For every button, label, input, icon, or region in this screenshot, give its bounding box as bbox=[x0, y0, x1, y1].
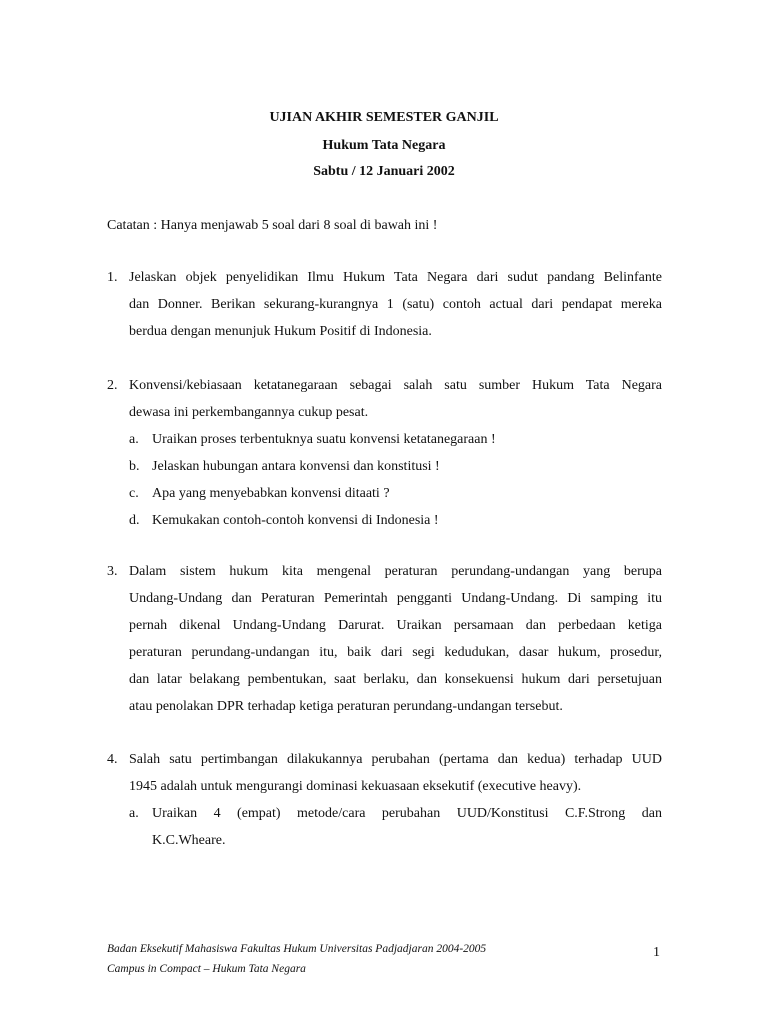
question-text-line: peraturan perundang-undangan itu, baik dari segi kedudukan, dasar hukum, prosedur, bbox=[129, 645, 662, 660]
question-4 bbox=[107, 746, 662, 854]
question-text-line: berdua dengan menunjuk Hukum Positif di Indonesia. bbox=[129, 324, 432, 339]
sub-question-letter: b. bbox=[129, 459, 140, 474]
question-text-line: atau penolakan DPR terhadap ketiga peraturan perundang-undangan tersebut. bbox=[129, 699, 563, 714]
question-number: 1. bbox=[107, 270, 118, 285]
question-text-line: dewasa ini perkembangannya cukup pesat. bbox=[129, 405, 369, 420]
question-number: 4. bbox=[107, 752, 118, 767]
question-text-line: Konvensi/kebiasaan ketatanegaraan sebagai salah satu sumber Hukum Tata Negara bbox=[129, 378, 662, 393]
exam-subject: Hukum Tata Negara bbox=[322, 138, 446, 153]
sub-question-c bbox=[129, 480, 662, 507]
sub-question-letter: a. bbox=[129, 432, 139, 447]
question-text-line: Undang-Undang dan Peraturan Pemerintah pengganti Undang-Undang. Di samping itu bbox=[129, 591, 662, 606]
exam-note: Catatan : Hanya menjawab 5 soal dari 8 soal di bawah ini ! bbox=[107, 218, 438, 233]
question-1 bbox=[107, 264, 662, 345]
sub-question-text: Apa yang menyebabkan konvensi ditaati ? bbox=[152, 486, 390, 501]
sub-question-text: Uraikan proses terbentuknya suatu konvensi ketatanegaraan ! bbox=[152, 432, 496, 447]
question-text-line: dan latar belakang pembentukan, saat berlaku, dan konsekuensi hukum dari persetujuan bbox=[129, 672, 662, 687]
question-text-line: Salah satu pertimbangan dilakukannya perubahan (pertama dan kedua) terhadap UUD bbox=[129, 752, 662, 767]
sub-question-text: Kemukakan contoh-contoh konvensi di Indonesia ! bbox=[152, 513, 439, 528]
question-text-line: dan Donner. Berikan sekurang-kurangnya 1 (satu) contoh actual dari pendapat mereka bbox=[129, 297, 662, 312]
footer-publication: Campus in Compact – Hukum Tata Negara bbox=[107, 963, 306, 975]
question-text-line: Jelaskan objek penyelidikan Ilmu Hukum Tata Negara dari sudut pandang Belinfante bbox=[129, 270, 662, 285]
sub-question-d bbox=[129, 507, 662, 534]
sub-question-letter: d. bbox=[129, 513, 140, 528]
question-text-line: pernah dikenal Undang-Undang Darurat. Uraikan persamaan dan perbedaan ketiga bbox=[129, 618, 662, 633]
exam-title: UJIAN AKHIR SEMESTER GANJIL bbox=[269, 110, 499, 125]
sub-question-letter: c. bbox=[129, 486, 139, 501]
sub-question-b bbox=[129, 453, 662, 480]
question-3 bbox=[107, 558, 662, 720]
sub-question-a bbox=[129, 800, 662, 854]
sub-question-text: Jelaskan hubungan antara konvensi dan konstitusi ! bbox=[152, 459, 440, 474]
sub-question-text-line: K.C.Wheare. bbox=[152, 833, 226, 848]
sub-question-letter: a. bbox=[129, 806, 139, 821]
sub-question-text-line: Uraikan 4 (empat) metode/cara perubahan UUD/Konstitusi C.F.Strong dan bbox=[152, 806, 662, 821]
sub-question-a bbox=[129, 426, 662, 453]
question-2 bbox=[107, 372, 662, 534]
page-number: 1 bbox=[653, 945, 660, 960]
question-number: 3. bbox=[107, 564, 118, 579]
exam-date: Sabtu / 12 Januari 2002 bbox=[313, 164, 455, 179]
footer-organization: Badan Eksekutif Mahasiswa Fakultas Hukum Universitas Padjadjaran 2004-2005 bbox=[107, 943, 487, 955]
question-number: 2. bbox=[107, 378, 118, 393]
question-text-line: Dalam sistem hukum kita mengenal peraturan perundang-undangan yang berupa bbox=[129, 564, 662, 579]
question-text-line: 1945 adalah untuk mengurangi dominasi kekuasaan eksekutif (executive heavy). bbox=[129, 779, 582, 794]
